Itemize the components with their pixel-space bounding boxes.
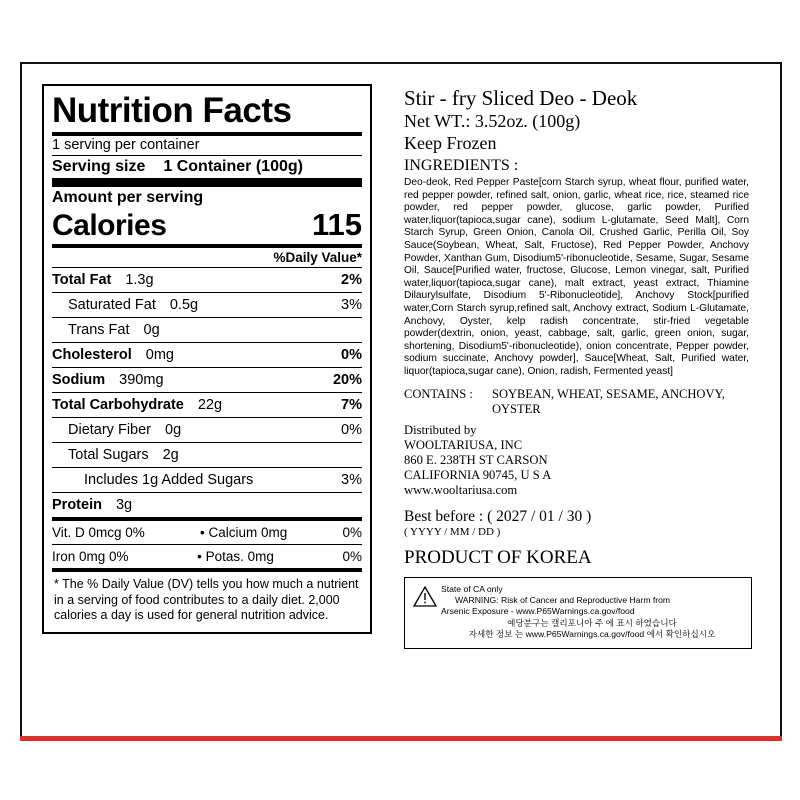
divider-thick-1 (52, 178, 362, 187)
distributor-website[interactable]: www.wooltariusa.com (404, 482, 518, 497)
storage-instruction: Keep Frozen (404, 133, 497, 153)
nutrient-amount: 0.5g (169, 297, 199, 313)
nutrient-amount: 2g (162, 447, 179, 463)
calories-value: 115 (311, 207, 362, 242)
calories-label: Calories (52, 209, 167, 242)
nutrient-name: Total Carbohydrate (52, 397, 184, 413)
nutrient-dv: 3% (341, 472, 362, 488)
calcium-label: Calcium 0mg (208, 525, 288, 540)
servings-per-container: 1 serving per container (52, 137, 200, 153)
best-before-date: Best before : ( 2027 / 01 / 30 ) (404, 507, 592, 525)
distributor-name: WOOLTARIUSA, INC (404, 437, 523, 452)
daily-value-header: %Daily Value* (273, 250, 362, 265)
serving-size-row (52, 156, 362, 178)
nutrient-name: Trans Fat (68, 322, 130, 338)
nutrient-amount: 0mg (145, 347, 174, 363)
potassium-dv: 0% (342, 549, 362, 564)
potassium-value: • Potas. 0mg (197, 549, 274, 564)
nutrient-amount: 3g (115, 497, 133, 513)
contains-value: SOYBEAN, WHEAT, SESAME, ANCHOVY, OYSTER (492, 386, 726, 416)
nutrient-amount: 1.3g (125, 272, 154, 288)
iron-value: Iron 0mg 0% (52, 549, 129, 564)
distributor-address-line2: CALIFORNIA 90745, U S A (404, 467, 552, 482)
nutrient-row-total-sugars (52, 443, 362, 467)
nutrient-name: Total Fat (52, 272, 112, 288)
serving-size-label: Serving size (52, 158, 146, 175)
product-info-column (382, 84, 766, 726)
nutrient-row-total-fat (52, 268, 362, 292)
bottom-accent-bar (20, 736, 782, 741)
nutrient-amount: 0g (165, 422, 182, 438)
nutrient-name: Total Sugars (68, 447, 149, 463)
nutrition-facts-panel (42, 84, 372, 634)
nutrient-name: Sodium (52, 372, 106, 388)
calories-row (52, 207, 362, 244)
nutrient-amount: 390mg (119, 372, 164, 388)
prop65-warning-box (404, 577, 752, 649)
serving-size-value: 1 Container (100g) (163, 158, 303, 175)
contains-allergens (404, 387, 766, 417)
nutrition-facts-column (42, 84, 382, 726)
nutrient-row-dietary-fiber (52, 418, 362, 442)
warning-triangle-icon (413, 586, 441, 612)
nutrient-name: Includes 1g Added Sugars (84, 472, 254, 488)
prop65-line-1: State of CA only (441, 583, 503, 594)
nutrient-row-total-carbohydrate (52, 393, 362, 417)
prop65-line-3: Arsenic Exposure - www.P65Warnings.ca.gov/food (441, 606, 635, 617)
nutrient-name: Dietary Fiber (68, 422, 151, 438)
nutrition-facts-title: Nutrition Facts (52, 91, 292, 130)
nutrient-dv: 3% (341, 297, 362, 313)
nutrient-dv: 7% (341, 397, 362, 413)
ingredients-heading: INGREDIENTS : (404, 157, 519, 174)
date-format-hint: ( YYYY / MM / DD ) (404, 525, 501, 538)
prop65-line-4: 예당분구는 캘리포니아 주 에 표시 하였습니다 (507, 617, 677, 628)
prop65-line-5: 자세한 정보 는 www.P65Warnings.ca.gov/food 에서 확인하십시오 (468, 629, 716, 640)
distributor-address-line1: 860 E. 238TH ST CARSON (404, 452, 548, 467)
calcium-value: • Calcium 0mg (200, 525, 288, 540)
amount-per-serving-label: Amount per serving (52, 189, 204, 206)
nutrient-name: Cholesterol (52, 347, 132, 363)
distributor-block (404, 423, 766, 498)
nutrient-dv: 0% (341, 422, 362, 438)
daily-value-footnote: * The % Daily Value (DV) tells you how much a nutrient in a serving of food contributes to a daily diet. 2,000 calories a day is used for general nutrition advice. (54, 577, 359, 622)
nutrient-dv: 2% (341, 272, 362, 288)
nutrient-name: Saturated Fat (68, 297, 156, 313)
net-weight: Net WT.: 3.52oz. (100g) (404, 111, 581, 131)
label-columns (22, 64, 780, 736)
product-name: Stir - fry Sliced Deo - Deok (404, 86, 638, 110)
nutrient-row-saturated-fat (52, 293, 362, 317)
nutrient-row-sodium (52, 368, 362, 392)
label-border (20, 62, 782, 738)
nutrient-row-trans-fat (52, 318, 362, 342)
country-of-origin: PRODUCT OF KOREA (404, 546, 592, 568)
nutrient-dv: 20% (332, 372, 362, 388)
prop65-text (441, 584, 743, 641)
nutrient-name: Protein (52, 497, 102, 513)
contains-label: CONTAINS : (404, 386, 473, 401)
ingredients-text: Deo-deok, Red Pepper Paste[corn Starch syrup, wheat flour, purified water, red pepper powder, refined salt, onion, garlic, wheat rice, rice, steamed rice powder, red pepper powder, glucose, garlic powder, Purified water,liquor(tapioca,sugar cane), sodium L-glutamate, Seed Malt], Corn Starch Syrup, Green Onion, Canola Oil, Crushed Garlic, Perilla Oil, Soy Sauce(Soybean, Wheat, Salt, Fructose), Red Pepper Powder, Anchovy Powder, Xanthan Gum, Disodium5'-ribonucleotide, Sesame, Sugar, Sesame Oil, Sauce[Purified water, fructose, Glucose, Lemon vinegar, salt, Purified water,liquor(tapioca,sugar cane), malt extract, yeast extract, Thiamine Dilaurylsulfate, Disodium 5'-Ribonucleotide], Anchovy Stock[purified water,Corn Starch syrup,refined salt, Anchovy extract, Sodium L-Glutamate, Anchovy, Oyster, kelp radish concentrate, stir-fried vegetable powder(dextrin, onion, yeast, cabbage, salt, garlic, green onion, sugar, shortening, Disodium5'-ribonucleotide), onion concentrate, Pepper powder, sodium succinate, Anchovy powder], Sauce[Wheat, Salt, Purified water, liquor(tapioca,sugar cane), Onion, radish, Fermented yeast] (404, 177, 749, 377)
nutrient-row-protein (52, 493, 362, 517)
nutrient-dv: 0% (341, 347, 362, 363)
nutrient-amount: 0g (143, 322, 160, 338)
calcium-dv: 0% (342, 525, 362, 540)
micronutrient-row-1 (52, 521, 362, 544)
micronutrient-row-2 (52, 545, 362, 568)
distributed-by-label: Distributed by (404, 422, 477, 437)
prop65-line-2: WARNING: Risk of Cancer and Reproductive Harm from (455, 594, 671, 605)
vitamin-d-value: Vit. D 0mcg 0% (52, 525, 145, 540)
potassium-label: Potas. 0mg (205, 549, 274, 564)
nutrient-row-added-sugars (52, 468, 362, 492)
nutrient-row-cholesterol (52, 343, 362, 367)
nutrient-amount: 22g (197, 397, 223, 413)
